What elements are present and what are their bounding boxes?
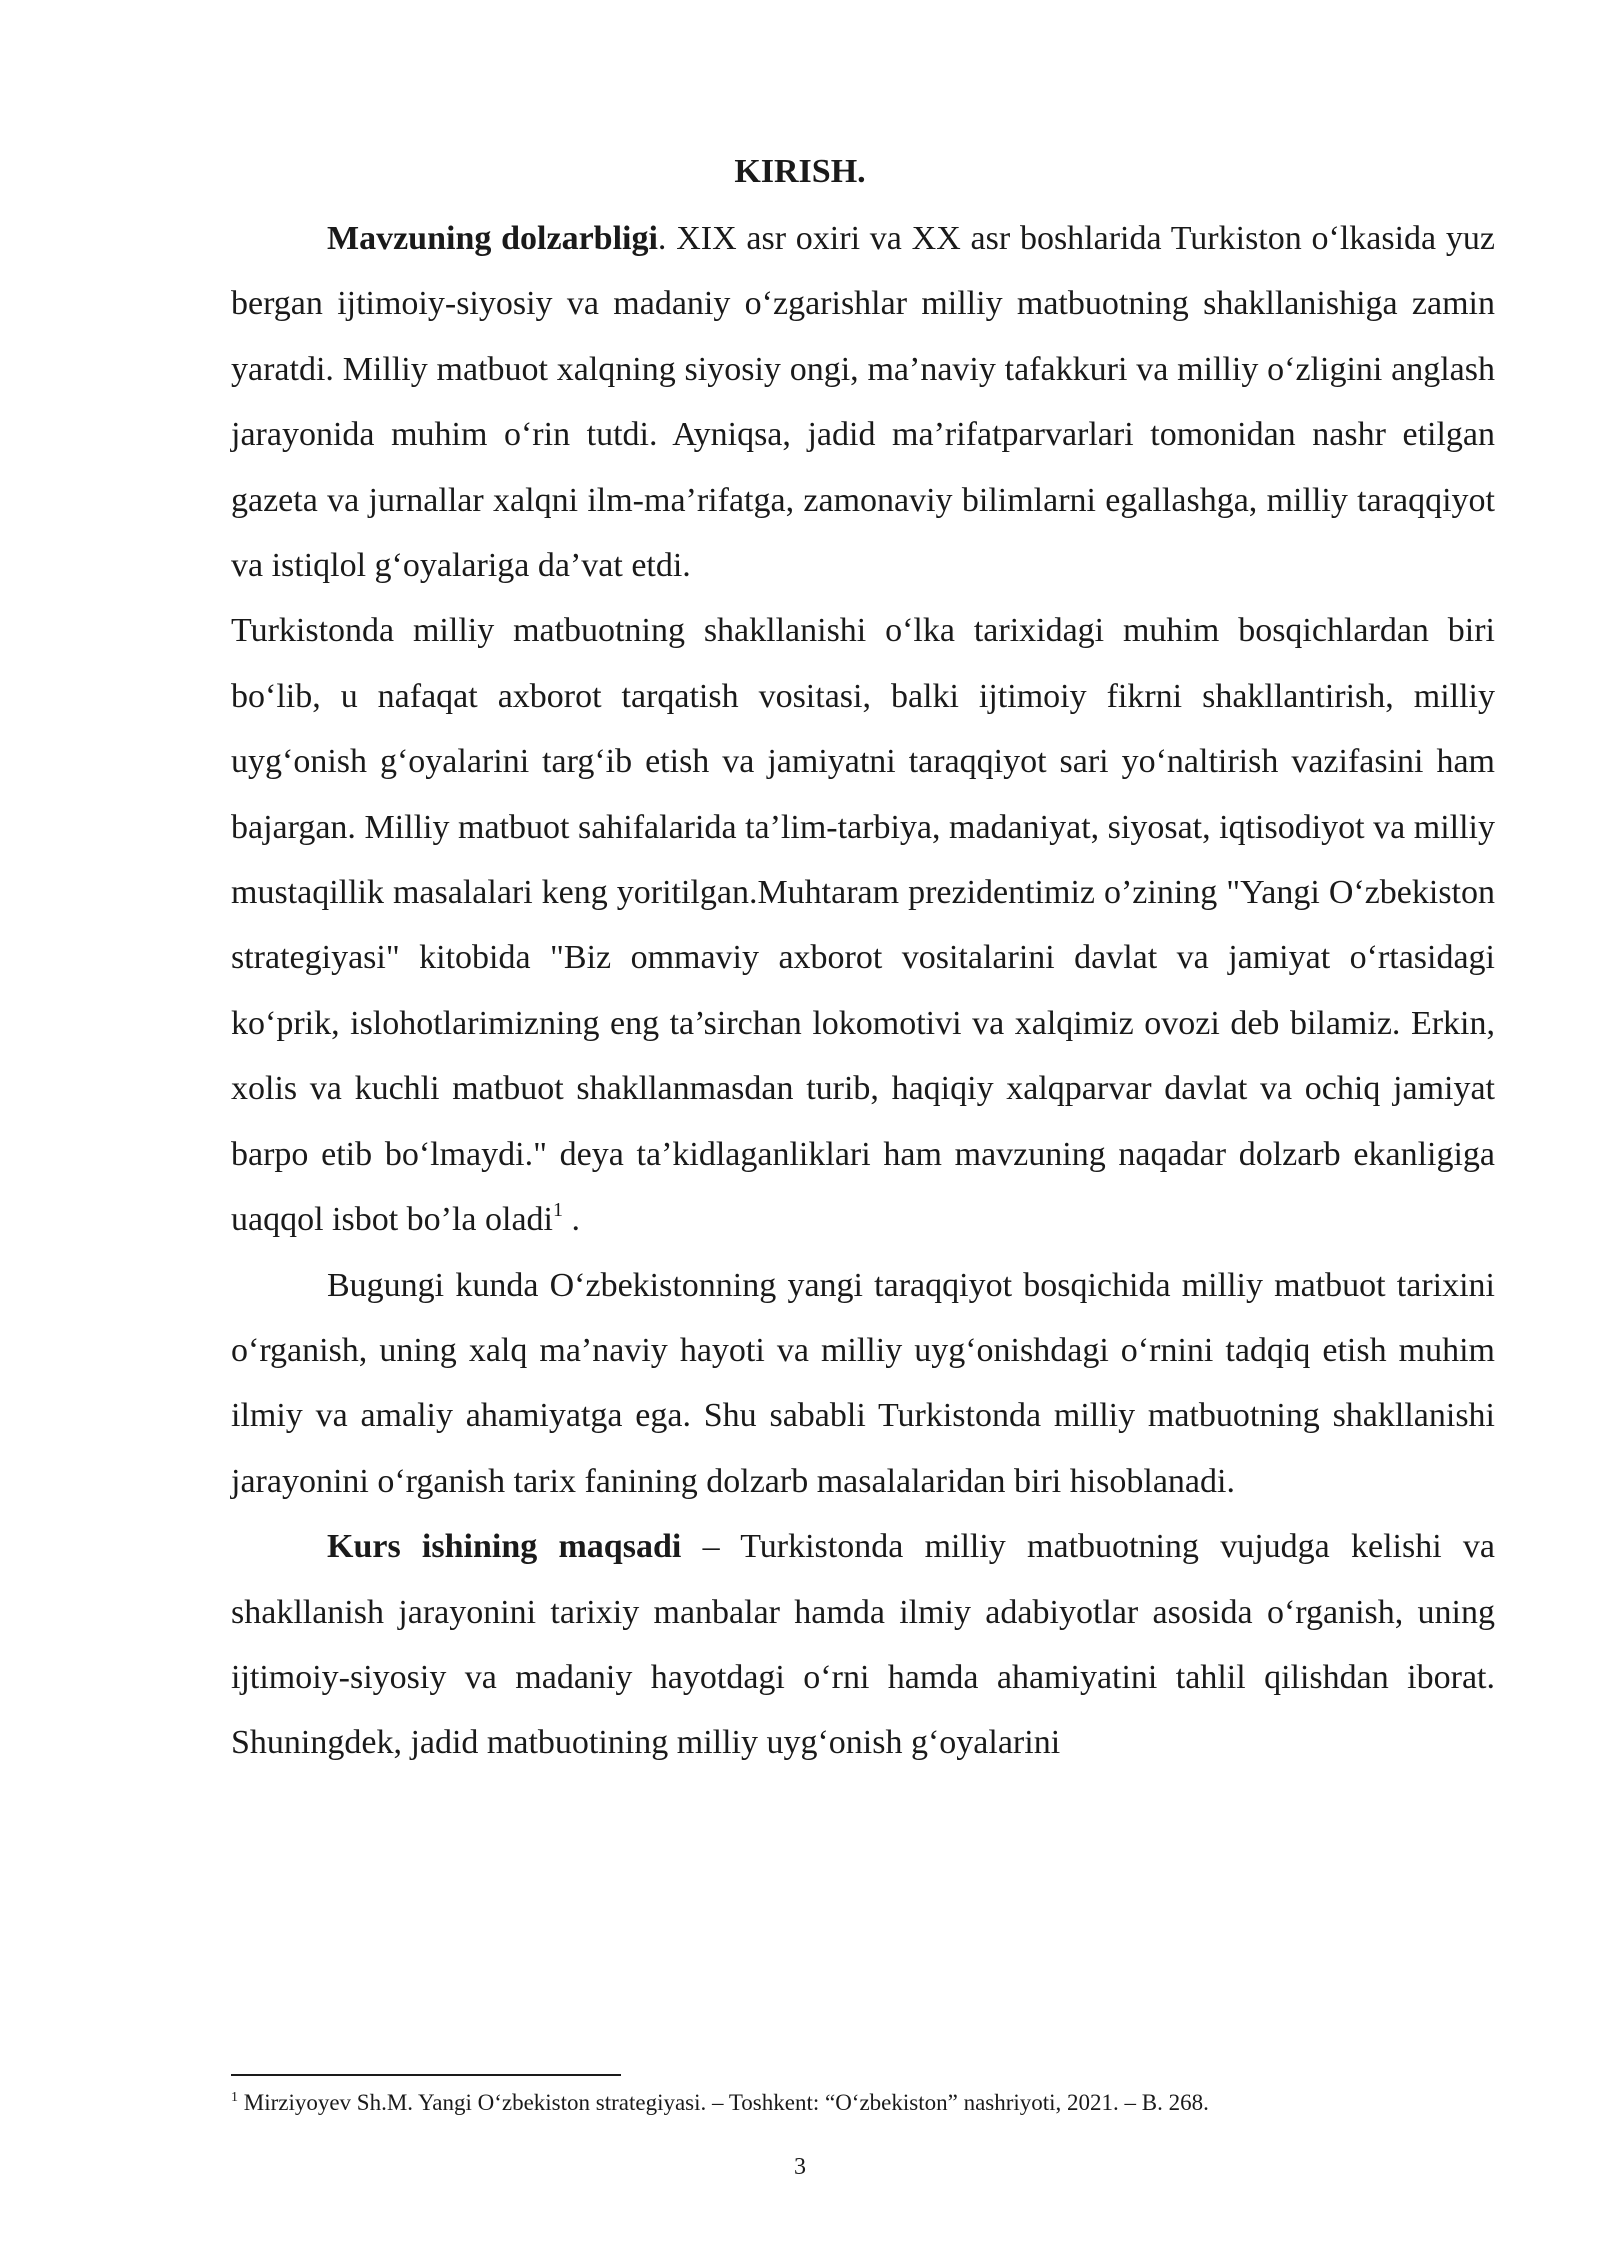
paragraph-goal: [231, 1514, 1495, 1776]
goal-heading: Kurs ishining maqsadi: [327, 1528, 682, 1566]
page-title: KIRISH.: [734, 153, 866, 190]
footnote-text: Mirziyoyev Sh.M. Yangi O‘zbekiston strategiyasi. – Toshkent: “O‘zbekiston” nashriyoti, 2021. – B. 268.: [238, 2090, 1209, 2115]
footnote-separator: [231, 2074, 621, 2076]
page-number: 3: [794, 2154, 806, 2180]
body-text: [231, 206, 1495, 1776]
paragraph-formation: [231, 598, 1495, 1252]
relevance-text: . XIX asr oxiri va XX asr boshlarida Turkiston o‘lkasida yuz bergan ijtimoiy-siyosiy va madaniy o‘zgarishlar milliy matbuotning shakllanishiga zamin yaratdi. Milliy matbuot xalqning siyosiy ongi, ma’naviy tafakkuri va milliy o‘zligini anglash jarayonida muhim o‘rin tutdi. Ayniqsa, jadid ma’rifatparvarlari tomonidan nashr etilgan gazeta va jurnallar xalqni ilm-ma’rifatga, zamonaviy bilimlarni egallashga, milliy taraqqiyot va istiqlol g‘oyalariga da’vat etdi.: [231, 220, 1496, 585]
footnote-reference[interactable]: 1: [553, 1199, 564, 1222]
footnote: [231, 2088, 1495, 2118]
paragraph-relevance: [231, 206, 1495, 598]
footnote-number: 1: [231, 2090, 238, 2105]
today-text: Bugungi kunda O‘zbekistonning yangi taraqqiyot bosqichida milliy matbuot tarixini o‘rganish, uning xalq ma’naviy hayoti va milliy uyg‘onishdagi o‘rnini tadqiq etish muhim ilmiy va amaliy ahamiyatga ega. Shu sababli Turkistonda milliy matbuotning shakllanishi jarayonini o‘rganish tarix fanining dolzarb masalalaridan biri hisoblanadi.: [231, 1266, 1495, 1500]
goal-text: – Turkistonda milliy matbuotning vujudga kelishi va shakllanish jarayonini tarixiy manbalar hamda ilmiy adabiyotlar asosida o‘rganish, uning ijtimoiy-siyosiy va madaniy hayotdagi o‘rni hamda ahamiyatini tahlil qilishdan iborat. Shuningdek, jadid matbuotining milliy uyg‘onish g‘oyalarini: [231, 1528, 1495, 1762]
paragraph-today: [231, 1253, 1495, 1515]
relevance-heading: Mavzuning dolzarbligi: [327, 220, 658, 257]
formation-text: Turkistonda milliy matbuotning shakllanishi o‘lka tarixidagi muhim bosqichlardan biri bo‘lib, u nafaqat axborot tarqatish vositasi, balki ijtimoiy fikrni shakllantirish, milliy uyg‘onish g‘oyalarini targ‘ib etish va jamiyatni taraqqiyot sari yo‘naltirish vazifasini ham bajargan. Milliy matbuot sahifalarida ta’lim-tarbiya, madaniyat, siyosat, iqtisodiyot va milliy mustaqillik masalalari keng yoritilgan.Muhtaram prezidentimiz o’zining "Yangi O‘zbekiston strategiyasi" kitobida "Biz ommaviy axborot vositalarini davlat va jamiyat o‘rtasidagi ko‘prik, islohotlarimizning eng ta’sirchan lokomotivi va xalqimiz ovozi deb bilamiz. Erkin, xolis va kuchli matbuot shakllanmasdan turib, haqiqiy xalqparvar davlat va ochiq jamiyat barpo etib bo‘lmaydi." deya ta’kidlaganliklari ham mavzuning naqadar dolzarb ekanligiga uaqqol isbot bo’la oladi: [231, 612, 1495, 1239]
formation-tail: .: [563, 1201, 581, 1239]
